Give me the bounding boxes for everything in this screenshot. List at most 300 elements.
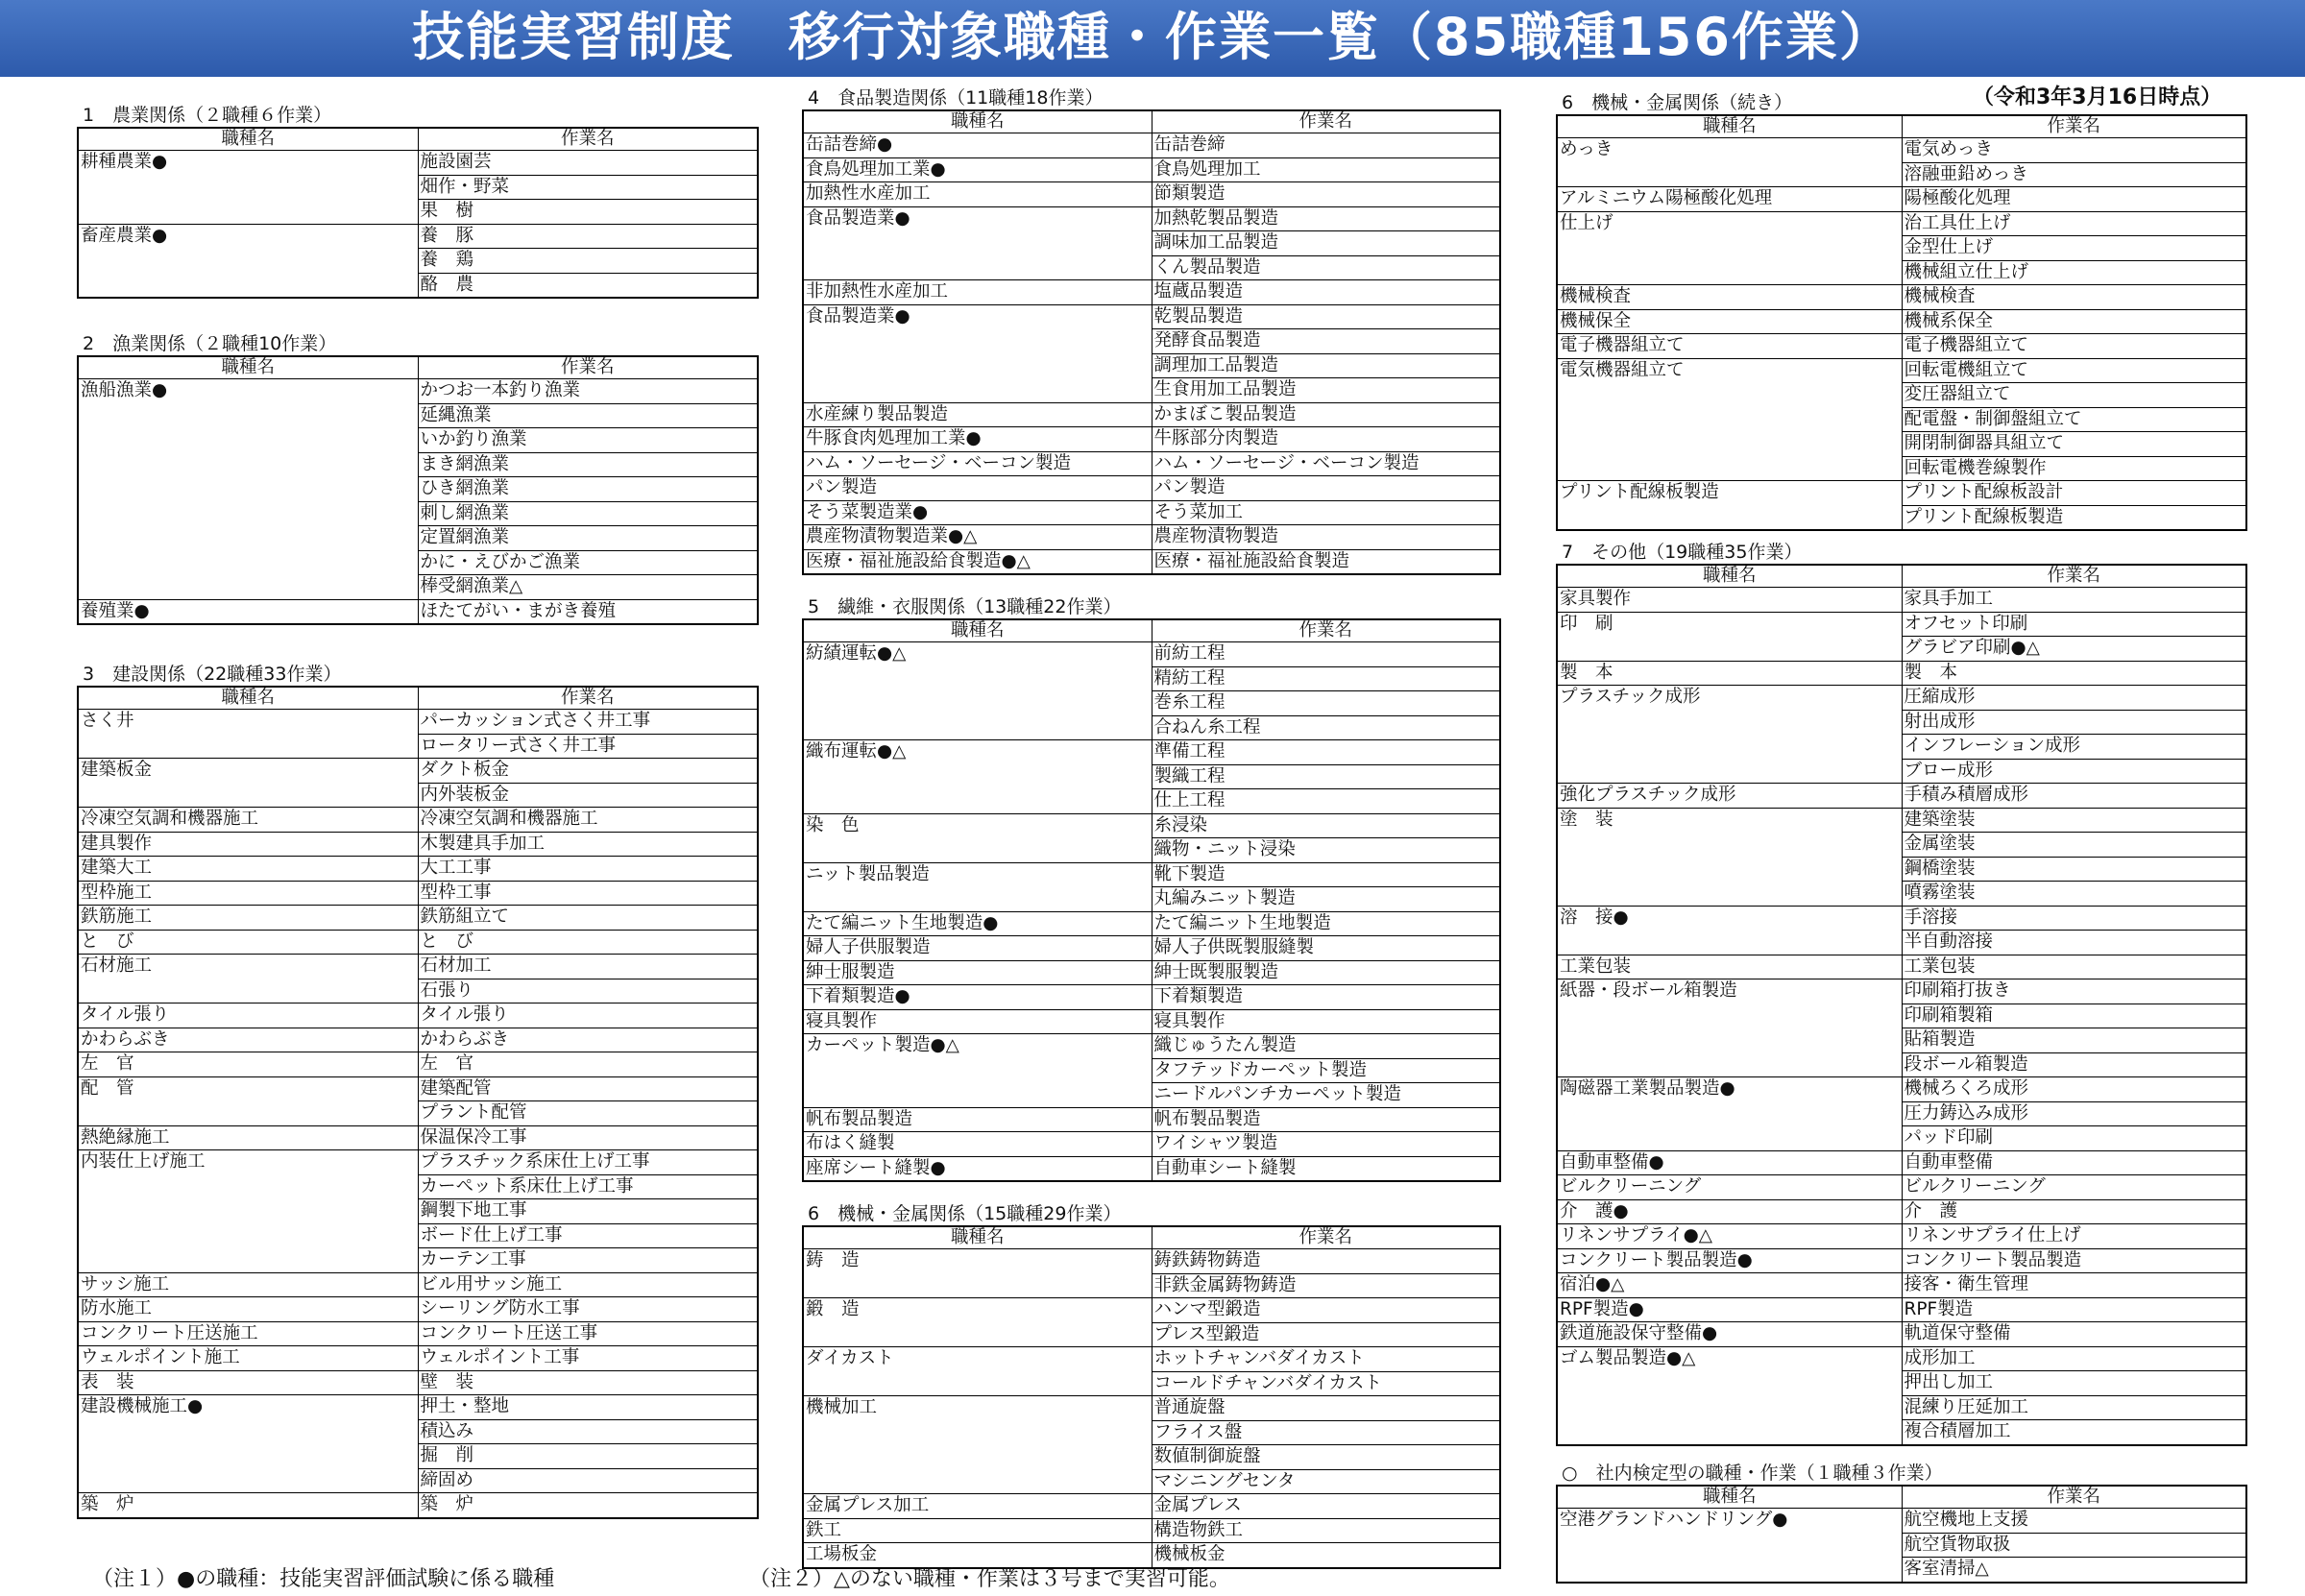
- work-cell: パーカッション式さく井工事: [418, 710, 758, 735]
- table-row: [1557, 588, 2246, 613]
- table-row: [803, 157, 1500, 182]
- work-cell: 溶融亜鉛めっき: [1902, 162, 2246, 187]
- occupation-table: [1556, 564, 2247, 1446]
- table-row: [803, 691, 1500, 716]
- table-header-row: [803, 619, 1500, 642]
- section-title: 1 農業関係（２職種６作業）: [83, 105, 332, 126]
- table-row: [1557, 1346, 2246, 1371]
- table-row: [803, 740, 1500, 765]
- work-cell: 普通旋盤: [1152, 1396, 1500, 1421]
- occupation-cell: [78, 526, 418, 551]
- table-row: [803, 1518, 1500, 1543]
- work-cell: 客室清掃△: [1902, 1558, 2246, 1583]
- work-cell: 生食用加工品製造: [1152, 378, 1500, 403]
- occupation-cell: 工場板金: [803, 1543, 1152, 1568]
- work-cell: 缶詰巻締: [1152, 133, 1500, 158]
- table-row: [78, 1076, 758, 1101]
- column-header-work: 作業名: [418, 356, 758, 379]
- table-row: [1557, 1297, 2246, 1322]
- occupation-cell: 缶詰巻締●: [803, 133, 1152, 158]
- work-cell: マシニングセンタ: [1152, 1469, 1500, 1494]
- column-header-occupation: 職種名: [1557, 565, 1902, 588]
- work-cell: 保温保冷工事: [418, 1125, 758, 1150]
- table-row: [1557, 1077, 2246, 1102]
- occupation-cell: 紙器・段ボール箱製造: [1557, 979, 1902, 1004]
- table-row: [78, 906, 758, 931]
- table-row: [78, 1272, 758, 1297]
- occupation-cell: [78, 734, 418, 759]
- column-header-occupation: 職種名: [803, 110, 1152, 133]
- table-row: [78, 477, 758, 502]
- work-cell: 前紡工程: [1152, 642, 1500, 667]
- table-row: [78, 151, 758, 176]
- occupation-cell: リネンサプライ●△: [1557, 1224, 1902, 1249]
- work-cell: 食鳥処理加工: [1152, 157, 1500, 182]
- occupation-cell: [803, 887, 1152, 912]
- work-cell: 巻糸工程: [1152, 691, 1500, 716]
- occupation-cell: 塗 装: [1557, 808, 1902, 833]
- occupation-cell: [1557, 1101, 1902, 1126]
- work-cell: 合ねん糸工程: [1152, 715, 1500, 740]
- occupation-cell: 食品製造業●: [803, 304, 1152, 329]
- occupation-cell: 医療・福祉施設給食製造●△: [803, 549, 1152, 574]
- table-row: [1557, 211, 2246, 236]
- table-row: [803, 960, 1500, 985]
- table-row: [1557, 955, 2246, 979]
- occupation-cell: たて編ニット生地製造●: [803, 911, 1152, 936]
- occupation-cell: ダイカスト: [803, 1347, 1152, 1372]
- work-cell: 積込み: [418, 1419, 758, 1444]
- work-cell: シーリング防水工事: [418, 1297, 758, 1322]
- column-header-occupation: 職種名: [78, 128, 418, 151]
- section-textile-clothing: [802, 595, 1501, 1182]
- occupation-cell: [1557, 857, 1902, 882]
- occupation-cell: カーペット製造●△: [803, 1034, 1152, 1059]
- section-title: 6 機械・金属関係（15職種29作業）: [808, 1203, 1122, 1224]
- work-cell: カーペット系床仕上げ工事: [418, 1174, 758, 1199]
- occupation-cell: サッシ施工: [78, 1272, 418, 1297]
- table-row: [78, 955, 758, 979]
- work-cell: 圧力鋳込み成形: [1902, 1101, 2246, 1126]
- occupation-cell: めっき: [1557, 138, 1902, 163]
- occupation-table: [802, 1225, 1501, 1569]
- occupation-cell: 食鳥処理加工業●: [803, 157, 1152, 182]
- work-cell: パン製造: [1152, 476, 1500, 501]
- table-row: [1557, 808, 2246, 833]
- table-row: [803, 1034, 1500, 1059]
- work-cell: オフセット印刷: [1902, 612, 2246, 637]
- occupation-cell: [803, 666, 1152, 691]
- table-row: [1557, 236, 2246, 261]
- work-cell: 機械系保全: [1902, 309, 2246, 334]
- work-cell: 刺し網漁業: [418, 501, 758, 526]
- work-cell: ロータリー式さく井工事: [418, 734, 758, 759]
- table-row: [803, 378, 1500, 403]
- work-cell: 電子機器組立て: [1902, 334, 2246, 359]
- occupation-cell: そう菜製造業●: [803, 500, 1152, 525]
- work-cell: 段ボール箱製造: [1902, 1052, 2246, 1077]
- work-cell: 自動車シート縫製: [1152, 1156, 1500, 1181]
- table-row: [1557, 1395, 2246, 1420]
- work-cell: 鋼製下地工事: [418, 1199, 758, 1224]
- work-cell: と び: [418, 930, 758, 955]
- occupation-cell: [1557, 456, 1902, 481]
- table-row: [1557, 710, 2246, 735]
- occupation-cell: パン製造: [803, 476, 1152, 501]
- work-cell: プリント配線板設計: [1902, 481, 2246, 506]
- table-row: [78, 200, 758, 225]
- occupation-cell: [803, 255, 1152, 280]
- work-cell: ニードルパンチカーペット製造: [1152, 1083, 1500, 1108]
- occupation-cell: [1557, 735, 1902, 760]
- table-row: [803, 525, 1500, 550]
- table-row: [1557, 481, 2246, 506]
- table-row: [1557, 931, 2246, 955]
- table-row: [1557, 661, 2246, 686]
- occupation-cell: 築 炉: [78, 1493, 418, 1518]
- table-row: [803, 280, 1500, 305]
- table-row: [78, 1493, 758, 1518]
- work-cell: 治工具仕上げ: [1902, 211, 2246, 236]
- table-row: [1557, 432, 2246, 457]
- occupation-cell: [78, 428, 418, 453]
- work-cell: 左 官: [418, 1052, 758, 1077]
- table-row: [1557, 735, 2246, 760]
- table-row: [1557, 1126, 2246, 1151]
- table-row: [78, 550, 758, 575]
- table-row: [78, 881, 758, 906]
- occupation-cell: と び: [78, 930, 418, 955]
- work-cell: 締固め: [418, 1468, 758, 1493]
- work-cell: 養 鶏: [418, 249, 758, 274]
- page-title: 技能実習制度 移行対象職種・作業一覧（85職種156作業）: [412, 7, 1893, 67]
- work-cell: まき網漁業: [418, 452, 758, 477]
- work-cell: 金型仕上げ: [1902, 236, 2246, 261]
- occupation-table: [77, 127, 759, 299]
- occupation-cell: コンクリート製品製造●: [1557, 1248, 1902, 1273]
- occupation-cell: [1557, 1004, 1902, 1028]
- work-cell: ビルクリーニング: [1902, 1175, 2246, 1200]
- table-row: [1557, 407, 2246, 432]
- table-row: [803, 1083, 1500, 1108]
- work-cell: 配電盤・制御盤組立て: [1902, 407, 2246, 432]
- work-cell: 石張り: [418, 979, 758, 1004]
- table-row: [1557, 285, 2246, 310]
- work-cell: 印刷箱製箱: [1902, 1004, 2246, 1028]
- work-cell: 圧縮成形: [1902, 686, 2246, 711]
- work-cell: 機械検査: [1902, 285, 2246, 310]
- table-row: [803, 764, 1500, 789]
- work-cell: 冷凍空気調和機器施工: [418, 808, 758, 833]
- table-header-row: [803, 110, 1500, 133]
- as-of-date: （令和3年3月16日時点）: [1973, 85, 2222, 109]
- work-cell: 自動車整備: [1902, 1150, 2246, 1175]
- occupation-cell: プラスチック成形: [1557, 686, 1902, 711]
- table-row: [803, 231, 1500, 256]
- table-row: [803, 1009, 1500, 1034]
- section-title: 2 漁業関係（２職種10作業）: [83, 333, 337, 354]
- section-food-manufacturing: [802, 86, 1501, 575]
- work-cell: 発酵食品製造: [1152, 329, 1500, 354]
- occupation-cell: さく井: [78, 710, 418, 735]
- occupation-cell: [1557, 637, 1902, 662]
- occupation-cell: 婦人子供服製造: [803, 936, 1152, 961]
- work-cell: 混練り圧延加工: [1902, 1395, 2246, 1420]
- table-row: [803, 476, 1500, 501]
- work-cell: 寝具製作: [1152, 1009, 1500, 1034]
- table-row: [1557, 1004, 2246, 1028]
- work-cell: 回転電機組立て: [1902, 358, 2246, 383]
- table-row: [78, 526, 758, 551]
- work-cell: 棒受網漁業△: [418, 575, 758, 600]
- occupation-cell: [803, 1371, 1152, 1396]
- work-cell: 押出し加工: [1902, 1371, 2246, 1396]
- table-row: [803, 182, 1500, 207]
- occupation-cell: 紡績運転●△: [803, 642, 1152, 667]
- occupation-cell: 養殖業●: [78, 599, 418, 624]
- table-row: [1557, 1028, 2246, 1053]
- work-cell: 医療・福祉施設給食製造: [1152, 549, 1500, 574]
- work-cell: 内外装板金: [418, 783, 758, 808]
- work-cell: パッド印刷: [1902, 1126, 2246, 1151]
- work-cell: ビル用サッシ施工: [418, 1272, 758, 1297]
- table-row: [1557, 1558, 2246, 1583]
- occupation-cell: [1557, 1533, 1902, 1558]
- table-row: [78, 273, 758, 298]
- table-row: [78, 1248, 758, 1273]
- work-cell: 婦人子供既製服縫製: [1152, 936, 1500, 961]
- work-cell: 節類製造: [1152, 182, 1500, 207]
- table-row: [803, 1156, 1500, 1181]
- work-cell: 機械ろくろ成形: [1902, 1077, 2246, 1102]
- table-row: [803, 813, 1500, 838]
- table-row: [803, 1107, 1500, 1132]
- table-row: [1557, 882, 2246, 907]
- work-cell: 噴霧塗装: [1902, 882, 2246, 907]
- table-row: [78, 1150, 758, 1175]
- work-cell: プリント配線板製造: [1902, 505, 2246, 530]
- work-cell: 製織工程: [1152, 764, 1500, 789]
- table-row: [78, 1321, 758, 1346]
- work-cell: たて編ニット生地製造: [1152, 911, 1500, 936]
- table-row: [803, 1494, 1500, 1519]
- occupation-cell: [78, 477, 418, 502]
- occupation-cell: 鉄道施設保守整備●: [1557, 1322, 1902, 1347]
- occupation-cell: 鍛 造: [803, 1298, 1152, 1323]
- work-cell: 鋼橋塗装: [1902, 857, 2246, 882]
- table-row: [803, 1371, 1500, 1396]
- table-row: [1557, 138, 2246, 163]
- work-cell: 下着類製造: [1152, 985, 1500, 1010]
- table-row: [78, 1125, 758, 1150]
- work-cell: RPF製造: [1902, 1297, 2246, 1322]
- table-row: [78, 1199, 758, 1224]
- occupation-cell: [1557, 1420, 1902, 1445]
- occupation-cell: 非加熱性水産加工: [803, 280, 1152, 305]
- occupation-cell: 陶磁器工業製品製造●: [1557, 1077, 1902, 1102]
- occupation-cell: [803, 691, 1152, 716]
- work-cell: 軌道保守整備: [1902, 1322, 2246, 1347]
- occupation-cell: 鋳 造: [803, 1249, 1152, 1274]
- section-machinery-metal: [802, 1202, 1501, 1569]
- table-row: [803, 936, 1500, 961]
- table-row: [78, 428, 758, 453]
- occupation-cell: 機械保全: [1557, 309, 1902, 334]
- occupation-cell: 内装仕上げ施工: [78, 1150, 418, 1175]
- work-cell: 壁 装: [418, 1370, 758, 1395]
- column-header-work: 作業名: [1902, 565, 2246, 588]
- table-row: [1557, 857, 2246, 882]
- table-row: [1557, 383, 2246, 408]
- table-row: [1557, 1248, 2246, 1273]
- work-cell: 射出成形: [1902, 710, 2246, 735]
- work-cell: グラビア印刷●△: [1902, 637, 2246, 662]
- work-cell: コンクリート圧送工事: [418, 1321, 758, 1346]
- table-row: [78, 501, 758, 526]
- occupation-cell: [803, 1445, 1152, 1470]
- occupation-cell: [1557, 505, 1902, 530]
- section-title: 6 機械・金属関係（続き）: [1562, 92, 1793, 113]
- occupation-cell: [78, 273, 418, 298]
- occupation-cell: 型枠施工: [78, 881, 418, 906]
- table-row: [803, 1396, 1500, 1421]
- section-title: ○ 社内検定型の職種・作業（１職種３作業）: [1562, 1463, 1943, 1484]
- work-cell: 手積み積層成形: [1902, 784, 2246, 809]
- work-cell: 回転電機巻線製作: [1902, 456, 2246, 481]
- column-header-work: 作業名: [1152, 110, 1500, 133]
- table-row: [78, 249, 758, 274]
- table-row: [803, 911, 1500, 936]
- work-cell: 大工工事: [418, 857, 758, 882]
- work-cell: 数値制御旋盤: [1152, 1445, 1500, 1470]
- work-cell: 金属プレス: [1152, 1494, 1500, 1519]
- occupation-cell: ニット製品製造: [803, 862, 1152, 887]
- table-row: [1557, 759, 2246, 784]
- occupation-cell: 空港グランドハンドリング●: [1557, 1509, 1902, 1534]
- occupation-cell: [803, 1469, 1152, 1494]
- work-cell: 織じゅうたん製造: [1152, 1034, 1500, 1059]
- column-header-occupation: 職種名: [1557, 1486, 1902, 1509]
- table-row: [78, 1468, 758, 1493]
- table-row: [803, 1469, 1500, 1494]
- table-row: [78, 575, 758, 600]
- section-title: 3 建設関係（22職種33作業）: [83, 664, 342, 685]
- note-2: （注２）△のない職種・作業は３号まで実習可能。: [749, 1567, 1230, 1591]
- work-cell: タイル張り: [418, 1004, 758, 1028]
- work-cell: 半自動溶接: [1902, 931, 2246, 955]
- table-row: [78, 1370, 758, 1395]
- work-cell: 型枠工事: [418, 881, 758, 906]
- table-row: [803, 451, 1500, 476]
- section-in-house-certification: [1556, 1462, 2247, 1584]
- table-row: [803, 642, 1500, 667]
- occupation-cell: ゴム製品製造●△: [1557, 1346, 1902, 1371]
- column-header-work: 作業名: [418, 687, 758, 710]
- occupation-cell: 機械加工: [803, 1396, 1152, 1421]
- occupation-cell: 紳士服製造: [803, 960, 1152, 985]
- table-row: [78, 175, 758, 200]
- occupation-cell: [1557, 1126, 1902, 1151]
- occupation-cell: [78, 175, 418, 200]
- occupation-cell: 帆布製品製造: [803, 1107, 1152, 1132]
- table-row: [78, 403, 758, 428]
- occupation-cell: 建設機械施工●: [78, 1395, 418, 1420]
- work-cell: 航空貨物取扱: [1902, 1533, 2246, 1558]
- table-row: [78, 759, 758, 784]
- occupation-cell: 金属プレス加工: [803, 1494, 1152, 1519]
- table-row: [1557, 1273, 2246, 1298]
- work-cell: 貼箱製造: [1902, 1028, 2246, 1053]
- occupation-table: [802, 618, 1501, 1182]
- work-cell: 押土・整地: [418, 1395, 758, 1420]
- table-row: [803, 402, 1500, 427]
- table-row: [1557, 906, 2246, 931]
- table-row: [1557, 1533, 2246, 1558]
- work-cell: 複合積層加工: [1902, 1420, 2246, 1445]
- occupation-cell: 電気機器組立て: [1557, 358, 1902, 383]
- table-row: [78, 1419, 758, 1444]
- occupation-cell: [803, 715, 1152, 740]
- column-header-work: 作業名: [1152, 1226, 1500, 1249]
- occupation-cell: 布はく縫製: [803, 1132, 1152, 1157]
- column-header-work: 作業名: [418, 128, 758, 151]
- work-cell: 果 樹: [418, 200, 758, 225]
- occupation-cell: [1557, 432, 1902, 457]
- work-cell: プラント配管: [418, 1101, 758, 1126]
- occupation-cell: かわらぶき: [78, 1028, 418, 1052]
- table-row: [803, 1132, 1500, 1157]
- table-row: [78, 734, 758, 759]
- table-row: [78, 379, 758, 404]
- section-title: 4 食品製造関係（11職種18作業）: [808, 87, 1104, 109]
- work-cell: 調味加工品製造: [1152, 231, 1500, 256]
- table-row: [1557, 833, 2246, 858]
- table-row: [1557, 1199, 2246, 1224]
- work-cell: 非鉄金属鋳物鋳造: [1152, 1273, 1500, 1298]
- work-cell: 介 護: [1902, 1199, 2246, 1224]
- table-row: [803, 133, 1500, 158]
- occupation-cell: 配 管: [78, 1076, 418, 1101]
- occupation-cell: [803, 231, 1152, 256]
- occupation-cell: [78, 550, 418, 575]
- work-cell: 接客・衛生管理: [1902, 1273, 2246, 1298]
- column-header-occupation: 職種名: [803, 619, 1152, 642]
- table-header-row: [1557, 565, 2246, 588]
- work-cell: 航空機地上支援: [1902, 1509, 2246, 1534]
- occupation-cell: [803, 353, 1152, 378]
- table-row: [78, 452, 758, 477]
- work-cell: かわらぶき: [418, 1028, 758, 1052]
- occupation-cell: 寝具製作: [803, 1009, 1152, 1034]
- work-cell: 塩蔵品製造: [1152, 280, 1500, 305]
- occupation-table: [802, 109, 1501, 575]
- table-row: [78, 1052, 758, 1077]
- work-cell: 工業包装: [1902, 955, 2246, 979]
- column-header-occupation: 職種名: [1557, 115, 1902, 138]
- occupation-cell: 染 色: [803, 813, 1152, 838]
- work-cell: タフテッドカーペット製造: [1152, 1058, 1500, 1083]
- column-header-work: 作業名: [1152, 619, 1500, 642]
- occupation-cell: [1557, 1558, 1902, 1583]
- occupation-cell: 建築板金: [78, 759, 418, 784]
- work-cell: 牛豚部分肉製造: [1152, 427, 1500, 452]
- occupation-cell: [803, 764, 1152, 789]
- occupation-cell: [78, 1101, 418, 1126]
- table-row: [78, 1174, 758, 1199]
- table-row: [1557, 358, 2246, 383]
- work-cell: ハム・ソーセージ・ベーコン製造: [1152, 451, 1500, 476]
- table-row: [803, 1420, 1500, 1445]
